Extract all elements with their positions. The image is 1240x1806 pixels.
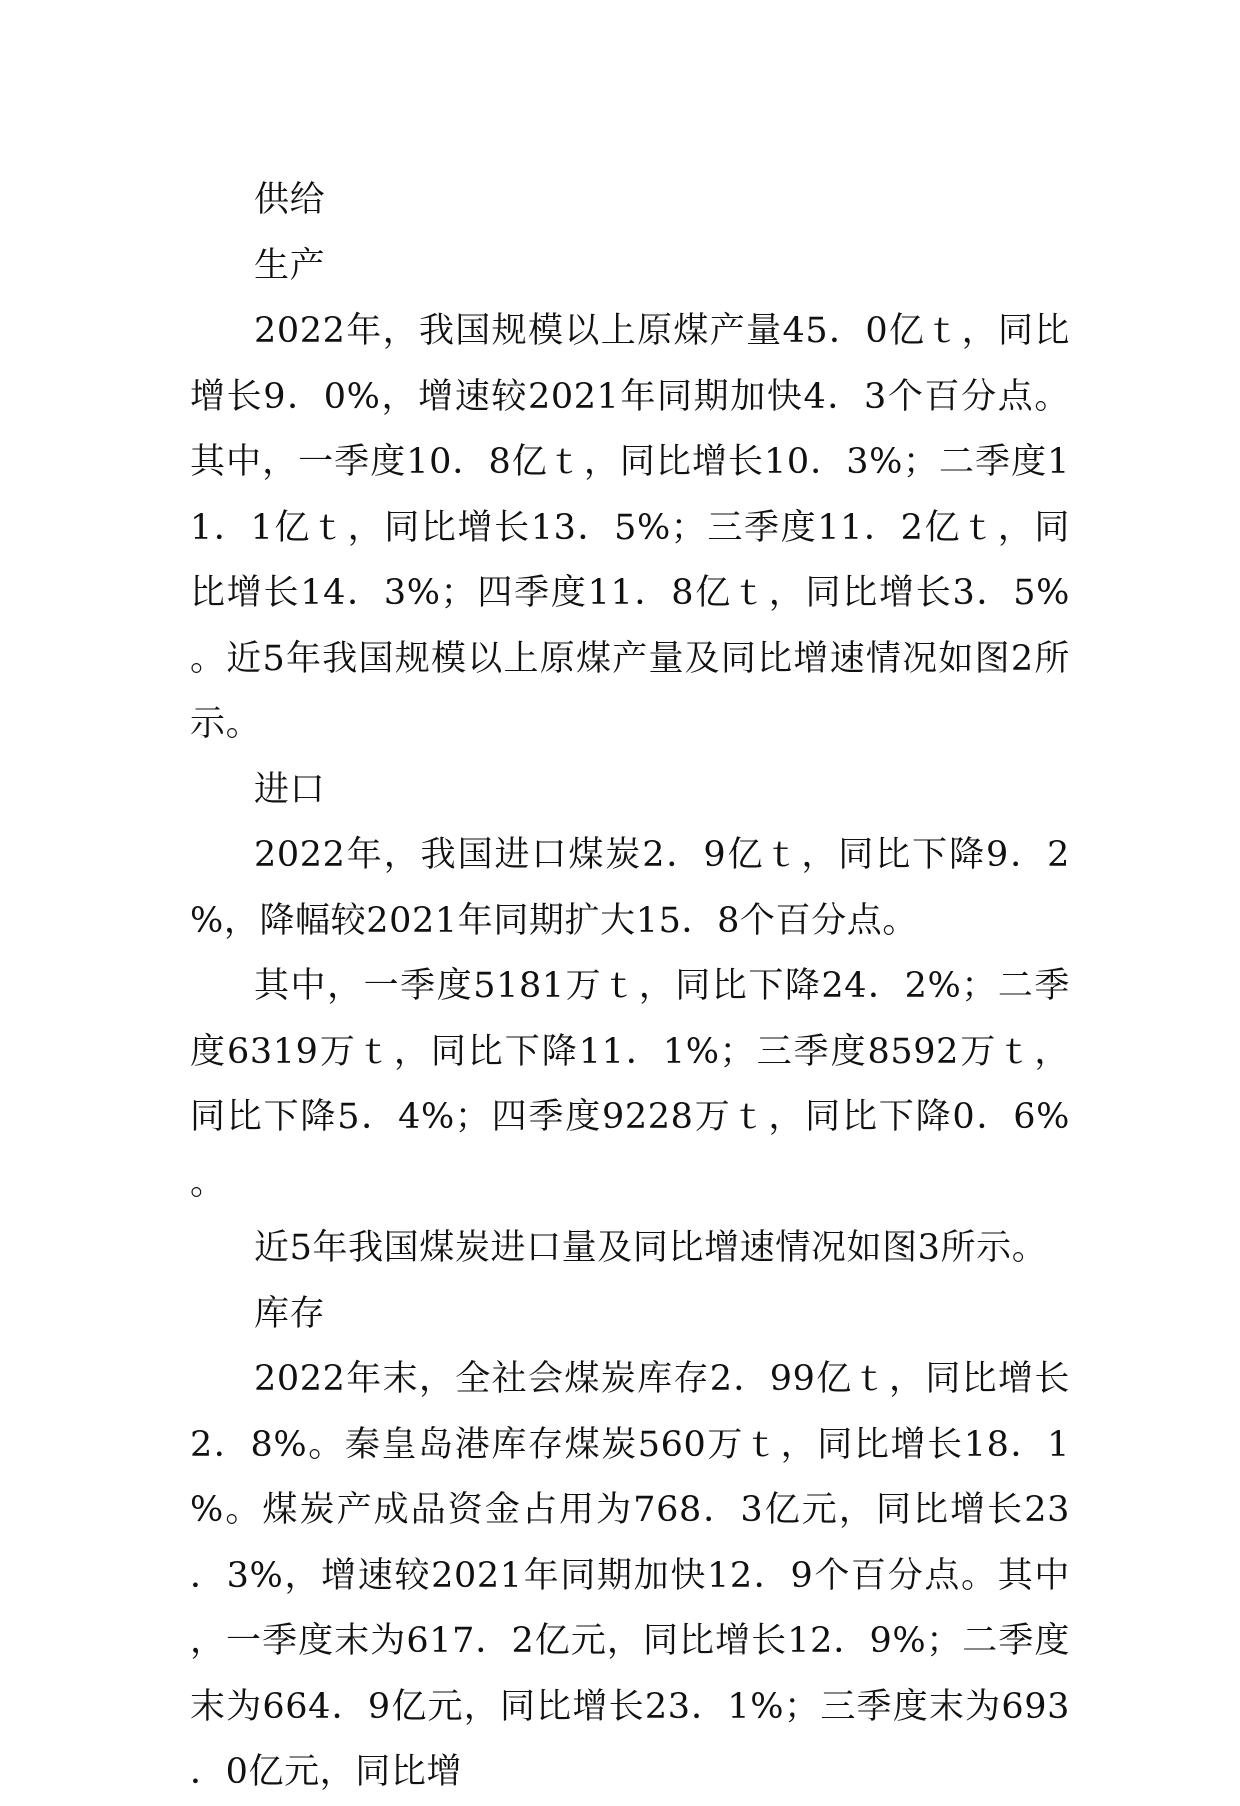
- section-heading-inventory: 库存: [254, 1293, 326, 1334]
- section-heading-production: 生产: [254, 245, 326, 286]
- section-heading-import: 进口: [254, 769, 326, 810]
- section-heading-supply: 供给: [254, 180, 326, 220]
- document-body: [190, 168, 1070, 1806]
- paragraph-import-figure-ref: 近5年我国煤炭进口量及同比增速情况如图3所示。: [254, 1228, 1048, 1268]
- paragraph-import-quarterly: 其中，一季度5181万ｔ，同比下降24．2%；二季度6319万ｔ，同比下降11．1%；三季度8592万ｔ，同比下降5．4%；四季度9228万ｔ，同比下降0．6%。: [190, 966, 1070, 1203]
- paragraph-production: 2022年，我国规模以上原煤产量45．0亿ｔ，同比增长9．0%，增速较2021年同期加快4．3个百分点。其中，一季度10．8亿ｔ，同比增长10．3%；二季度11．1亿ｔ，同比增长13．5%；三季度11．2亿ｔ，同比增长14．3%；四季度11．8亿ｔ，同比增长3．5%。近5年我国规模以上原煤产量及同比增速情况如图2所示。: [190, 311, 1070, 744]
- paragraph-inventory: 2022年末，全社会煤炭库存2．99亿ｔ，同比增长2．8%。秦皇岛港库存煤炭560万ｔ，同比增长18．1%。煤炭产成品资金占用为768．3亿元，同比增长23．3%，增速较2021年同期加快12．9个百分点。其中，一季度末为617．2亿元，同比增长12．9%；二季度末为664．9亿元，同比增长23．1%；三季度末为693．0亿元，同比增: [190, 1359, 1070, 1792]
- paragraph-import-summary: 2022年，我国进口煤炭2．9亿ｔ，同比下降9．2%，降幅较2021年同期扩大15．8个百分点。: [190, 835, 1070, 941]
